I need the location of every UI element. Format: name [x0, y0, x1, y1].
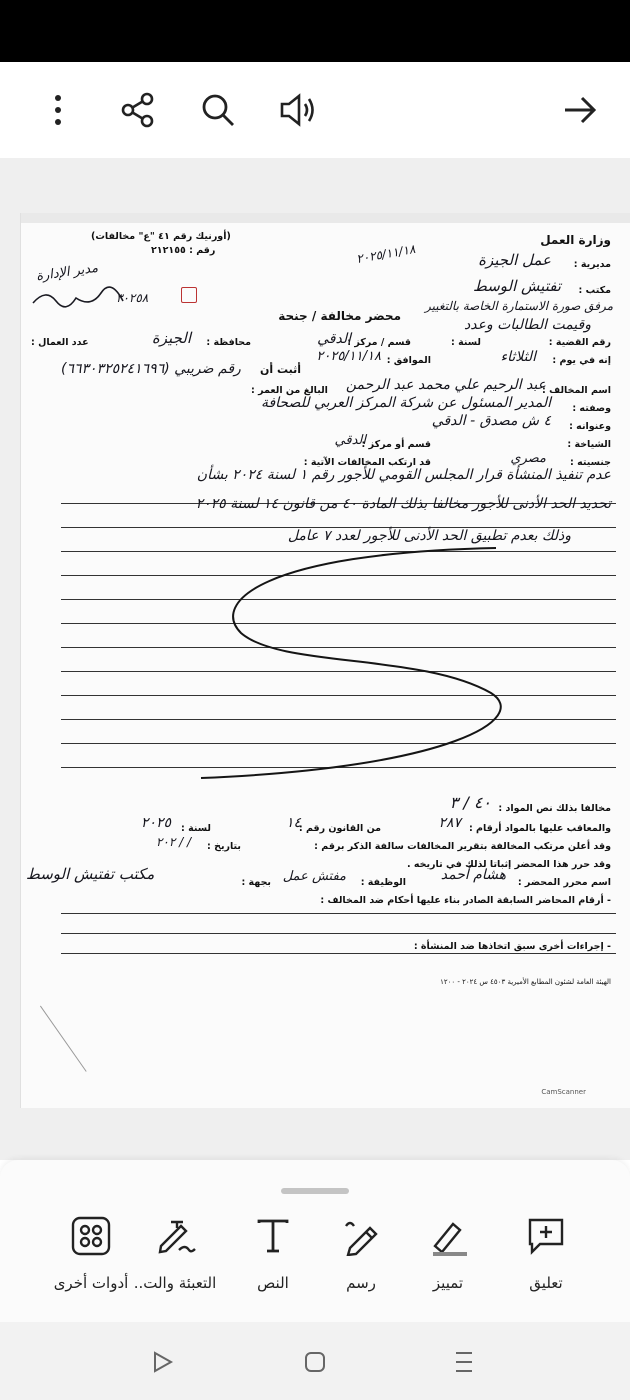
document-viewer[interactable] — [0, 158, 630, 1160]
status-bar — [0, 0, 630, 62]
directorate-value: عمل الجيزة — [478, 251, 551, 269]
office-value: تفتيش الوسط — [472, 277, 561, 295]
tool-highlight[interactable] — [393, 1212, 503, 1302]
address-label: وعنوانه : — [569, 421, 611, 432]
ministry-title: وزارة العمل — [540, 233, 611, 247]
recents-lines-icon[interactable] — [444, 1342, 484, 1382]
camscanner-watermark: CamScanner — [541, 1088, 586, 1096]
next-arrow-icon[interactable] — [550, 80, 610, 140]
printer-line: الهيئة العامة لشئون المطابع الأميرية ٤٥٠٣ س ٢٠٢٤ - ١٢٠٠ — [440, 978, 611, 986]
area-section-label: قسم أو مركز : — [361, 439, 431, 450]
notified-date-value: / / ٢٠٢ — [155, 835, 191, 849]
law-year-label: لسنة : — [181, 823, 211, 834]
highlight-icon — [393, 1212, 503, 1260]
workers-count-label: عدد العمال : — [31, 337, 89, 348]
form-code: (أورنيك رقم ٤١ "ع" مخالفات) — [91, 231, 231, 242]
other-label: - إجراءات أخرى سبق اتخاذها ضد المنشأة : — [413, 941, 611, 952]
signature-title: مدير الإدارة — [35, 260, 99, 285]
proven-label: أثبت أن — [259, 363, 301, 376]
job-label: الوظيفة : — [360, 877, 406, 888]
violations-label: قد ارتكب المخالفات الآتية : — [303, 457, 431, 468]
notified-date-label: بتاريخ : — [206, 841, 241, 852]
entity-value: مكتب تفتيش الوسط — [26, 865, 155, 883]
law-value: ١٤ — [285, 815, 301, 831]
directorate-label: مديرية : — [573, 259, 611, 270]
section-value: الدقي — [317, 331, 351, 347]
articles-value: ٤٠ / ٣ — [449, 793, 491, 812]
penalty-label: والمعاقب عليها بالمواد أرقام : — [468, 823, 611, 834]
address-value: ٤ ش مصدق - الدقي — [431, 413, 551, 429]
share-icon[interactable] — [108, 80, 168, 140]
violation-line-2: تحديد الحد الأدنى للأجور مخالفا بذلك المادة ٤٠ من قانون ١٤ لسنة ٢٠٢٥ — [195, 496, 611, 512]
tools-panel — [0, 1160, 630, 1322]
attached-note: مرفق صورة الاستمارة الخاصة بالتغيير — [425, 299, 613, 313]
form-number: رقم : ٢١٢١٥٥ — [151, 245, 216, 256]
nationality-value: مصري — [510, 451, 546, 466]
violator-value: عبد الرحيم علي محمد عبد الرحمن — [345, 377, 546, 393]
date-note: ٢٠٢٥/١١/١٨ — [355, 241, 417, 267]
on-day-label: إنه في يوم : — [552, 355, 611, 366]
area-label: الشياخة : — [567, 439, 611, 450]
case-number-label: رقم القضية : — [548, 337, 611, 348]
navigation-bar — [0, 1322, 630, 1400]
section-label: قسم / مركز : — [347, 337, 411, 348]
governorate-value: الجيزة — [151, 329, 191, 347]
capacity-label: وصفته : — [572, 403, 611, 414]
age-label: البالغ من العمر : — [251, 385, 328, 396]
nationality-label: جنسيته : — [569, 457, 611, 468]
scanned-page — [20, 213, 630, 1108]
previous-label: - أرقام المحاضر السابقة الصادر بناء عليها أحكام ضد المخالف : — [320, 895, 611, 906]
stamp-mark — [181, 287, 197, 303]
signature-number: ٣٠٢٥٨ — [116, 291, 149, 305]
hand-note: وقيمت الطالبات وعدد — [464, 317, 591, 333]
day-value: الثلاثاء — [500, 349, 536, 365]
tool-label: رسم — [346, 1274, 376, 1292]
tool-comment[interactable] — [491, 1212, 601, 1302]
office-label: مكتب : — [578, 285, 611, 296]
area-section-value: الدقي — [334, 433, 366, 448]
comment-icon — [491, 1212, 601, 1260]
fill-sign-icon — [120, 1212, 230, 1260]
drag-handle[interactable] — [281, 1188, 349, 1194]
year-label: لسنة : — [451, 337, 481, 348]
read-aloud-icon[interactable] — [268, 80, 328, 140]
tax-number: رقم ضريبي (٦٦٣٠٣٢٥٢٤١٦٩٦) — [61, 361, 241, 377]
writer-value: هشام أحمد — [440, 867, 506, 883]
law-label: من القانون رقم : — [298, 823, 381, 834]
entity-label: بجهة : — [241, 877, 271, 888]
signature-scribble — [31, 283, 126, 313]
governorate-label: محافظة : — [206, 337, 251, 348]
back-triangle-icon[interactable] — [142, 1342, 182, 1382]
tool-label: النص — [257, 1274, 289, 1292]
law-year-value: ٢٠٢٥ — [140, 815, 171, 831]
home-square-icon[interactable] — [295, 1342, 335, 1382]
penalty-value: ٢٨٧ — [438, 815, 461, 831]
tool-label: تعليق — [529, 1274, 563, 1292]
search-icon[interactable] — [188, 80, 248, 140]
corresponding-value: ٢٠٢٥/١١/١٨ — [316, 349, 381, 364]
violator-label: اسم المخالف : — [542, 385, 611, 396]
tool-label: التعبئة والت.. — [133, 1274, 217, 1292]
violation-line-3: وذلك بعدم تطبيق الحد الأدنى للأجور لعدد ٧ عامل — [287, 528, 571, 544]
writer-label: اسم محرر المحضر : — [517, 877, 611, 888]
viewer-toolbar — [0, 62, 630, 158]
document-title: محضر مخالفة / جنحة — [278, 309, 401, 323]
tool-label: أدوات أخرى — [53, 1274, 129, 1292]
tool-label: تمييز — [432, 1274, 464, 1292]
articles-label: مخالفا بذلك نص المواد : — [498, 803, 611, 814]
capacity-value: المدير المسئول عن شركة المركز العربي للصحافة — [260, 395, 551, 411]
corresponding-label: الموافق : — [386, 355, 431, 366]
written-label: وقد حرر هذا المحضر إثباتا لذلك في تاريخه . — [406, 859, 611, 870]
strike-mark — [171, 543, 531, 783]
more-vertical-icon[interactable] — [28, 80, 88, 140]
notified-label: وقد أعلن مرتكب المخالفة بتقرير المخالفات سالفة الذكر برقم : — [314, 841, 611, 852]
tool-fill-sign[interactable] — [120, 1212, 230, 1302]
violation-line-1: عدم تنفيذ المنشأة قرار المجلس القومي للأجور رقم ١ لسنة ٢٠٢٤ بشأن — [196, 467, 611, 483]
job-value: مفتش عمل — [282, 869, 346, 884]
